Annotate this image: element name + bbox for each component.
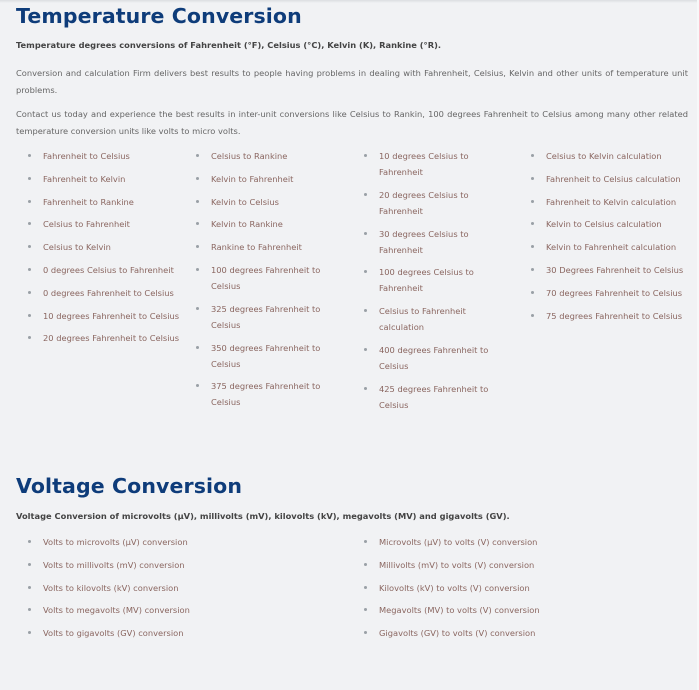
conversion-link[interactable]: Kelvin to Celsius calculation: [546, 219, 662, 230]
link-list-item[interactable]: [195, 171, 340, 187]
conversion-link[interactable]: Celsius to Fahrenheit calculation: [379, 306, 466, 333]
conversion-link[interactable]: 30 degrees Celsius to Fahrenheit: [379, 228, 469, 255]
conversion-link[interactable]: 0 degrees Celsius to Fahrenheit: [43, 264, 174, 275]
link-list-item[interactable]: [27, 216, 187, 232]
link-list-item[interactable]: [530, 148, 690, 164]
conversion-link[interactable]: Kelvin to Rankine: [211, 219, 283, 230]
conversion-link[interactable]: 30 Degrees Fahrenheit to Celsius: [546, 264, 684, 275]
conversion-link[interactable]: Rankine to Fahrenheit: [211, 242, 302, 253]
link-list-item[interactable]: [27, 194, 187, 210]
link-list-item[interactable]: [530, 308, 690, 324]
conversion-link[interactable]: Volts to kilovolts (kV) conversion: [43, 582, 179, 593]
conversion-link[interactable]: 350 degrees Fahrenheit to Celsius: [211, 342, 321, 369]
link-list-item[interactable]: [195, 148, 340, 164]
link-list-item[interactable]: [530, 262, 690, 278]
temperature-links-column-4: [530, 148, 690, 330]
link-list-item[interactable]: [530, 239, 690, 255]
conversion-link[interactable]: 20 degrees Fahrenheit to Celsius: [43, 333, 180, 344]
temperature-lead: Temperature degrees conversions of Fahrenheit (°F), Celsius (°C), Kelvin (K), Rankine (°R).: [16, 40, 442, 50]
conversion-link[interactable]: Volts to millivolts (mV) conversion: [43, 559, 185, 570]
temperature-paragraph-1: Conversion and calculation Firm delivers best results to people having problems in dealing with Fahrenheit, Celsius, Kelvin and other units of temperature unit problems.: [16, 68, 688, 95]
link-list-item[interactable]: [27, 580, 327, 596]
link-list-item[interactable]: [363, 187, 513, 219]
link-list-item[interactable]: [363, 226, 513, 258]
conversion-link[interactable]: Millivolts (mV) to volts (V) conversion: [379, 559, 535, 570]
conversion-link[interactable]: Celsius to Kelvin: [43, 242, 111, 253]
conversion-link[interactable]: Celsius to Rankine: [211, 151, 288, 161]
conversion-link[interactable]: Kelvin to Fahrenheit calculation: [546, 242, 677, 253]
link-list-item[interactable]: [27, 534, 327, 550]
conversion-link[interactable]: 400 degrees Fahrenheit to Celsius: [379, 344, 489, 371]
conversion-link[interactable]: 10 degrees Fahrenheit to Celsius: [43, 310, 180, 321]
link-list-item[interactable]: [363, 625, 663, 641]
conversion-link[interactable]: Fahrenheit to Rankine: [43, 196, 134, 207]
link-list-item[interactable]: [195, 262, 340, 294]
link-list-item[interactable]: [195, 301, 340, 333]
temperature-title: Temperature Conversion: [16, 4, 302, 28]
conversion-link[interactable]: Kelvin to Fahrenheit: [211, 173, 294, 184]
link-list-item[interactable]: [195, 239, 340, 255]
conversion-link[interactable]: 20 degrees Celsius to Fahrenheit: [379, 189, 469, 216]
link-list-item[interactable]: [27, 557, 327, 573]
link-list-item[interactable]: [27, 148, 187, 164]
link-list-item[interactable]: [530, 216, 690, 232]
temperature-links-column-1: [27, 148, 187, 353]
conversion-link[interactable]: Fahrenheit to Celsius: [43, 151, 130, 161]
link-list-item[interactable]: [27, 171, 187, 187]
conversion-link[interactable]: 425 degrees Fahrenheit to Celsius: [379, 383, 489, 410]
link-list-item[interactable]: [363, 264, 513, 296]
link-list-item[interactable]: [363, 557, 663, 573]
link-list-item[interactable]: [27, 285, 187, 301]
conversion-link[interactable]: Fahrenheit to Celsius calculation: [546, 173, 681, 184]
voltage-links-column-2: [363, 534, 663, 648]
link-list-item[interactable]: [27, 602, 327, 618]
conversion-link[interactable]: 100 degrees Fahrenheit to Celsius: [211, 264, 321, 291]
conversion-link[interactable]: 10 degrees Celsius to Fahrenheit: [379, 151, 469, 177]
conversion-link[interactable]: Fahrenheit to Kelvin calculation: [546, 196, 677, 207]
voltage-lead: Voltage Conversion of microvolts (μV), millivolts (mV), kilovolts (kV), megavolts (MV) and gigavolts (GV).: [16, 511, 510, 521]
temperature-paragraph-2: Contact us today and experience the best results in inter-unit conversions like Celsius to Rankin, 100 degrees Fahrenheit to Celsius among many other related temperature conversion units like volts to micro volts.: [16, 109, 688, 136]
conversion-link[interactable]: Celsius to Kelvin calculation: [546, 151, 662, 161]
link-list-item[interactable]: [363, 342, 513, 374]
conversion-link[interactable]: 70 degrees Fahrenheit to Celsius: [546, 287, 683, 298]
link-list-item[interactable]: [27, 239, 187, 255]
conversion-link[interactable]: 375 degrees Fahrenheit to Celsius: [211, 381, 321, 408]
conversion-link[interactable]: Megavolts (MV) to volts (V) conversion: [379, 605, 540, 616]
conversion-link[interactable]: Celsius to Fahrenheit: [43, 219, 130, 230]
link-list-item[interactable]: [363, 580, 663, 596]
conversion-link[interactable]: 0 degrees Fahrenheit to Celsius: [43, 287, 174, 298]
link-list-item[interactable]: [363, 534, 663, 550]
conversion-link[interactable]: 75 degrees Fahrenheit to Celsius: [546, 310, 683, 321]
link-list-item[interactable]: [530, 285, 690, 301]
link-list-item[interactable]: [363, 602, 663, 618]
conversion-link[interactable]: Kilovolts (kV) to volts (V) conversion: [379, 582, 530, 593]
conversion-link[interactable]: Volts to gigavolts (GV) conversion: [43, 628, 184, 639]
link-list-item[interactable]: [27, 330, 187, 346]
conversion-link[interactable]: 100 degrees Celsius to Fahrenheit: [379, 267, 474, 294]
conversion-link[interactable]: Gigavolts (GV) to volts (V) conversion: [379, 628, 536, 639]
link-list-item[interactable]: [195, 194, 340, 210]
link-list-item[interactable]: [530, 194, 690, 210]
conversion-link[interactable]: Microvolts (μV) to volts (V) conversion: [379, 537, 538, 547]
link-list-item[interactable]: [363, 148, 513, 180]
link-list-item[interactable]: [363, 381, 513, 413]
link-list-item[interactable]: [195, 340, 340, 372]
voltage-links-column-1: [27, 534, 327, 648]
voltage-title: Voltage Conversion: [16, 474, 243, 498]
link-list-item[interactable]: [27, 308, 187, 324]
conversion-link[interactable]: 325 degrees Fahrenheit to Celsius: [211, 303, 321, 330]
link-list-item[interactable]: [530, 171, 690, 187]
conversion-link[interactable]: Volts to microvolts (μV) conversion: [43, 537, 188, 547]
temperature-links-column-3: [363, 148, 513, 420]
conversion-link[interactable]: Fahrenheit to Kelvin: [43, 173, 126, 184]
temperature-links-column-2: [195, 148, 340, 417]
conversion-link[interactable]: Kelvin to Celsius: [211, 196, 279, 207]
conversion-link[interactable]: Volts to megavolts (MV) conversion: [43, 605, 190, 616]
link-list-item[interactable]: [195, 378, 340, 410]
link-list-item[interactable]: [27, 625, 327, 641]
link-list-item[interactable]: [363, 303, 513, 335]
top-shadow: [0, 0, 699, 3]
link-list-item[interactable]: [195, 216, 340, 232]
link-list-item[interactable]: [27, 262, 187, 278]
